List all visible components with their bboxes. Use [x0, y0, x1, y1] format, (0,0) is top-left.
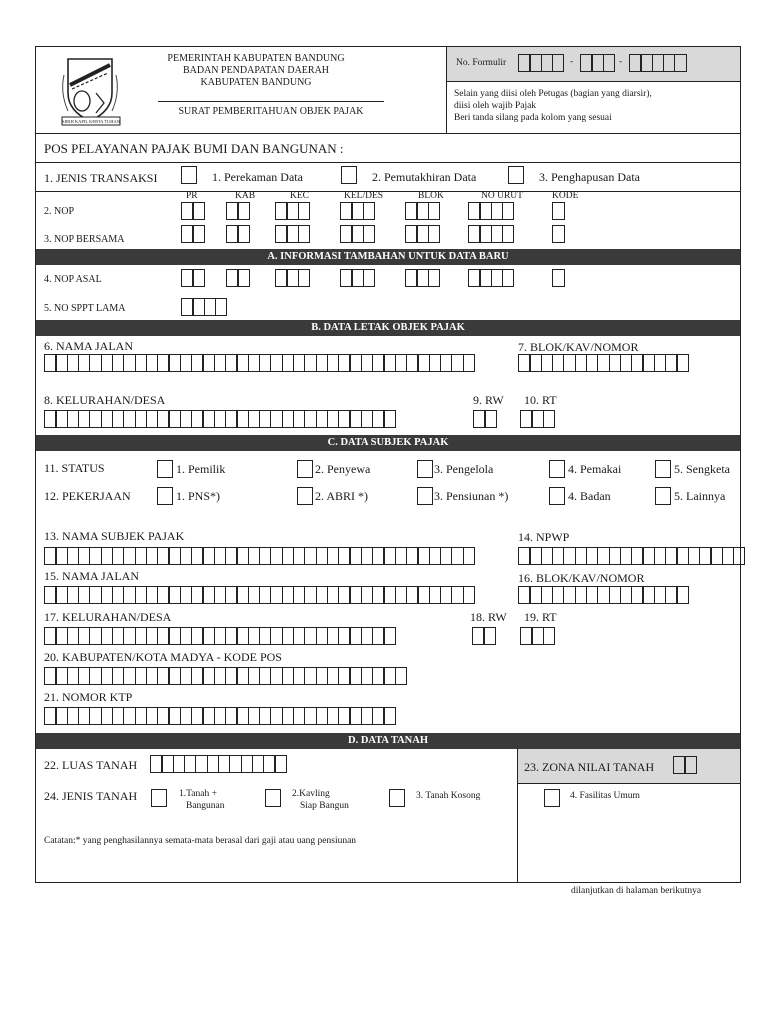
nop-col-kode: KODE — [552, 191, 579, 201]
c-nama-jalan-input[interactable] — [44, 586, 474, 604]
c-rt-label: 19. RT — [524, 610, 557, 624]
nop-bersama-kab-input[interactable] — [226, 225, 249, 243]
nop-bersama-label: 3. NOP BERSAMA — [44, 234, 125, 245]
agency-line-3: KABUPATEN BANDUNG — [200, 77, 312, 88]
status-sengketa-label: 5. Sengketa — [674, 462, 730, 476]
jenis-tanah-kosong-label: 3. Tanah Kosong — [416, 791, 481, 801]
logo-motto-ribbon: SIRIH KAPIL KERTA TUHAN — [62, 119, 120, 124]
jenis-tanah-bangunan-checkbox[interactable] — [151, 789, 167, 807]
status-pengelola-checkbox[interactable] — [417, 460, 433, 478]
jenis-tanah-bangunan-label-b: Bangunan — [186, 801, 225, 811]
nop-label: 2. NOP — [44, 206, 75, 217]
c-blok-label: 16. BLOK/KAV/NOMOR — [518, 571, 645, 585]
nop-bersama-blok-input[interactable] — [405, 225, 439, 243]
b-rw-input[interactable] — [473, 410, 496, 428]
c-kelurahan-input[interactable] — [44, 627, 395, 645]
transaksi-pemutakhiran-label: 2. Pemutakhiran Data — [372, 170, 477, 184]
jenis-tanah-fasum-checkbox[interactable] — [544, 789, 560, 807]
section-a-banner: A. INFORMASI TAMBAHAN UNTUK DATA BARU — [36, 249, 740, 265]
pekerjaan-pensiunan-label: 3. Pensiunan *) — [434, 489, 509, 503]
nop-asal-label: 4. NOP ASAL — [44, 274, 102, 285]
b-blok-label: 7. BLOK/KAV/NOMOR — [518, 340, 639, 354]
nop-asal-pr-input[interactable] — [181, 269, 204, 287]
section-b-banner: B. DATA LETAK OBJEK PAJAK — [36, 320, 740, 336]
c-rw-input[interactable] — [472, 627, 495, 645]
nop-bersama-keldes-input[interactable] — [340, 225, 374, 243]
npwp-label: 14. NPWP — [518, 530, 570, 544]
catatan-note: Catatan:* yang penghasilannya semata-mata berasal dari gaji atau uang pensiunan — [44, 836, 357, 846]
status-pengelola-label: 3. Pengelola — [434, 462, 494, 476]
b-nama-jalan-input[interactable] — [44, 354, 474, 372]
nop-kec-input[interactable] — [275, 202, 309, 220]
nop-asal-kode-input[interactable] — [552, 269, 563, 287]
nop-col-nourut: NO URUT — [481, 191, 523, 201]
jenis-tanah-kosong-checkbox[interactable] — [389, 789, 405, 807]
form-number-box-2[interactable] — [580, 54, 614, 72]
b-kelurahan-input[interactable] — [44, 410, 395, 428]
c-nama-jalan-label: 15. NAMA JALAN — [44, 569, 140, 583]
jenis-tanah-bangunan-label-a: 1.Tanah + — [179, 789, 217, 799]
form-number-dash-2: - — [619, 57, 623, 67]
agency-line-1: PEMERINTAH KABUPATEN BANDUNG — [167, 53, 345, 64]
pekerjaan-lainnya-checkbox[interactable] — [655, 487, 671, 505]
b-kelurahan-label: 8. KELURAHAN/DESA — [44, 393, 166, 407]
form-number-box-3[interactable] — [629, 54, 686, 72]
nama-subjek-label: 13. NAMA SUBJEK PAJAK — [44, 529, 185, 543]
nop-col-keldes: KEL/DES — [344, 191, 384, 201]
section-c-banner: C. DATA SUBJEK PAJAK — [36, 435, 740, 451]
pos-title: POS PELAYANAN PAJAK BUMI DAN BANGUNAN : — [44, 141, 344, 156]
nop-bersama-pr-input[interactable] — [181, 225, 204, 243]
pekerjaan-pns-checkbox[interactable] — [157, 487, 173, 505]
jenis-transaksi-label: 1. JENIS TRANSAKSI — [44, 171, 158, 185]
pekerjaan-badan-label: 4. Badan — [568, 489, 611, 503]
bandung-coat-of-arms-logo — [56, 53, 126, 129]
nomor-ktp-input[interactable] — [44, 707, 395, 725]
form-number-box-1[interactable] — [518, 54, 563, 72]
pekerjaan-pensiunan-checkbox[interactable] — [417, 487, 433, 505]
officer-note-line-3: Beri tanda silang pada kolom yang sesuai — [454, 113, 612, 123]
nop-keldes-input[interactable] — [340, 202, 374, 220]
transaksi-penghapusan-checkbox[interactable] — [508, 166, 524, 184]
nop-nourut-input[interactable] — [468, 202, 513, 220]
nop-bersama-kode-input[interactable] — [552, 225, 563, 243]
status-label: 11. STATUS — [44, 461, 105, 475]
b-blok-input[interactable] — [518, 354, 688, 372]
status-penyewa-checkbox[interactable] — [297, 460, 313, 478]
nama-subjek-input[interactable] — [44, 547, 474, 565]
nop-pr-input[interactable] — [181, 202, 204, 220]
jenis-tanah-kavling-label-b: Siap Bangun — [300, 801, 349, 811]
pekerjaan-abri-label: 2. ABRI *) — [315, 489, 369, 503]
no-sppt-lama-input[interactable] — [181, 298, 226, 316]
officer-note-line-1: Selain yang diisi oleh Petugas (bagian yang diarsir), — [454, 89, 652, 99]
nop-col-kab: KAB — [235, 191, 256, 201]
form-number-dash-1: - — [570, 57, 574, 67]
pekerjaan-label: 12. PEKERJAAN — [44, 489, 131, 503]
jenis-tanah-kavling-checkbox[interactable] — [265, 789, 281, 807]
zona-nilai-tanah-input[interactable] — [673, 756, 696, 774]
nop-bersama-kec-input[interactable] — [275, 225, 309, 243]
kabupaten-kodepos-label: 20. KABUPATEN/KOTA MADYA - KODE POS — [44, 650, 282, 664]
nop-kode-input[interactable] — [552, 202, 563, 220]
nop-asal-nourut-input[interactable] — [468, 269, 513, 287]
doc-title: SURAT PEMBERITAHUAN OBJEK PAJAK — [178, 106, 364, 117]
sop-form — [35, 46, 741, 883]
transaksi-perekaman-checkbox[interactable] — [181, 166, 197, 184]
nop-asal-kab-input[interactable] — [226, 269, 249, 287]
nomor-ktp-label: 21. NOMOR KTP — [44, 690, 133, 704]
luas-tanah-input[interactable] — [150, 755, 286, 773]
jenis-tanah-kavling-label-a: 2.Kavling — [292, 789, 330, 799]
nop-col-kec: KEC — [290, 191, 309, 201]
nop-asal-keldes-input[interactable] — [340, 269, 374, 287]
pekerjaan-pns-label: 1. PNS*) — [176, 489, 221, 503]
jenis-tanah-label: 24. JENIS TANAH — [44, 789, 138, 803]
transaksi-penghapusan-label: 3. Penghapusan Data — [539, 170, 640, 184]
pekerjaan-lainnya-label: 5. Lainnya — [674, 489, 726, 503]
b-rt-input[interactable] — [520, 410, 554, 428]
nop-asal-blok-input[interactable] — [405, 269, 439, 287]
status-pemilik-checkbox[interactable] — [157, 460, 173, 478]
kabupaten-kodepos-input[interactable] — [44, 667, 406, 685]
nop-bersama-nourut-input[interactable] — [468, 225, 513, 243]
npwp-input[interactable] — [518, 547, 744, 565]
continued-footer-note: dilanjutkan di halaman berikutnya — [571, 886, 702, 896]
nop-kab-input[interactable] — [226, 202, 249, 220]
zona-nilai-tanah-label: 23. ZONA NILAI TANAH — [524, 760, 655, 774]
transaksi-pemutakhiran-checkbox[interactable] — [341, 166, 357, 184]
c-rw-label: 18. RW — [470, 610, 507, 624]
b-rw-label: 9. RW — [473, 393, 504, 407]
status-pemakai-label: 4. Pemakai — [568, 462, 622, 476]
nop-col-pr: PR — [186, 191, 198, 201]
transaksi-perekaman-label: 1. Perekaman Data — [212, 170, 303, 184]
c-blok-input[interactable] — [518, 586, 688, 604]
nop-blok-input[interactable] — [405, 202, 439, 220]
nop-asal-kec-input[interactable] — [275, 269, 309, 287]
jenis-tanah-fasum-label: 4. Fasilitas Umum — [570, 791, 640, 801]
status-sengketa-checkbox[interactable] — [655, 460, 671, 478]
officer-note-line-2: diisi oleh wajib Pajak — [454, 101, 537, 111]
status-pemilik-label: 1. Pemilik — [176, 462, 226, 476]
status-pemakai-checkbox[interactable] — [549, 460, 565, 478]
pekerjaan-abri-checkbox[interactable] — [297, 487, 313, 505]
b-nama-jalan-label: 6. NAMA JALAN — [44, 339, 134, 353]
status-penyewa-label: 2. Penyewa — [315, 462, 371, 476]
form-number-label: No. Formulir — [456, 58, 507, 68]
agency-line-2: BADAN PENDAPATAN DAERAH — [182, 65, 330, 76]
section-d-banner: D. DATA TANAH — [36, 733, 740, 749]
pekerjaan-badan-checkbox[interactable] — [549, 487, 565, 505]
luas-tanah-label: 22. LUAS TANAH — [44, 758, 138, 772]
c-rt-input[interactable] — [520, 627, 554, 645]
no-sppt-lama-label: 5. NO SPPT LAMA — [44, 303, 126, 314]
nop-col-blok: BLOK — [418, 191, 444, 201]
b-rt-label: 10. RT — [524, 393, 557, 407]
c-kelurahan-label: 17. KELURAHAN/DESA — [44, 610, 172, 624]
